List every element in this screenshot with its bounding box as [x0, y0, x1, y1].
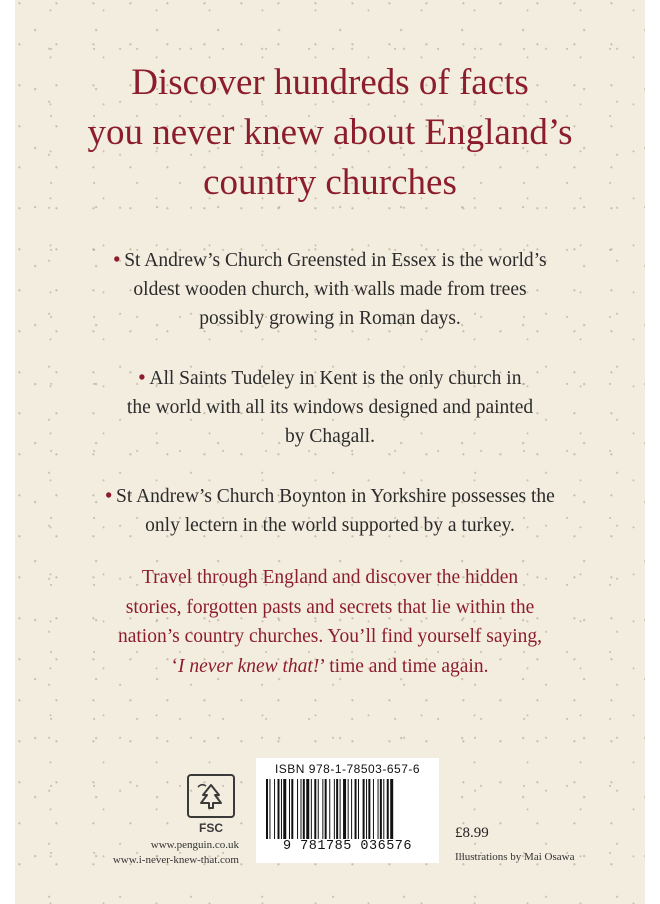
fact-text: All Saints Tudeley in Kent is the only church in	[149, 368, 522, 389]
barcode-digits: 9 781785 036576	[282, 839, 413, 854]
barcode-stripe	[303, 779, 305, 839]
barcode-stripe	[366, 779, 367, 839]
quote-open: ‘	[171, 655, 179, 677]
barcode-icon	[266, 779, 429, 839]
illustration-credit: Illustrations by Mai Osawa	[455, 851, 575, 863]
barcode-stripe	[318, 779, 319, 839]
barcode-stripe	[311, 779, 312, 839]
barcode-stripe	[351, 779, 352, 839]
barcode-stripe	[383, 779, 384, 839]
fact-line: by Chagall.	[285, 426, 375, 447]
barcode-stripe	[387, 779, 389, 839]
barcode-stripe	[329, 779, 330, 839]
barcode-stripe	[348, 779, 349, 839]
penguin-url[interactable]: www.penguin.co.uk	[150, 839, 239, 851]
barcode-stripe	[266, 779, 268, 839]
barcode-stripe	[274, 779, 275, 839]
barcode-stripe	[291, 779, 293, 839]
fact-item	[15, 364, 645, 451]
fact-line	[15, 246, 645, 275]
isbn-label: ISBN 978-1-78503-657-6	[274, 762, 421, 776]
fact-item	[15, 246, 645, 333]
barcode-stripe	[322, 779, 323, 839]
barcode-stripe	[297, 779, 298, 839]
book-site-url[interactable]: www.i-never-knew-that.com	[112, 854, 239, 866]
fact-line: possibly growing in Roman days.	[199, 308, 461, 329]
fact-line: oldest wooden church, with walls made from trees	[133, 279, 527, 300]
blurb	[15, 563, 645, 681]
fact-line	[15, 364, 645, 393]
barcode-stripe	[358, 779, 359, 839]
barcode-stripe	[289, 779, 290, 839]
bullet-icon: •	[138, 368, 146, 389]
barcode-stripe	[269, 779, 270, 839]
fact-line	[15, 482, 645, 511]
bullet-icon: •	[105, 486, 113, 507]
fact-line: only lectern in the world supported by a turkey.	[145, 515, 515, 536]
headline-line: country churches	[203, 162, 457, 203]
fact-text: St Andrew’s Church Boynton in Yorkshire possesses the	[116, 486, 555, 507]
fsc-tree-icon	[187, 774, 235, 818]
barcode-stripe	[278, 779, 280, 839]
quote-close: ’ time and time again.	[319, 655, 489, 677]
barcode-stripe	[343, 779, 346, 839]
barcode-stripe	[325, 779, 327, 839]
barcode-stripe	[283, 779, 286, 839]
barcode-stripe	[380, 779, 382, 839]
barcode-stripe	[378, 779, 379, 839]
barcode-stripe	[390, 779, 393, 839]
fact-text: St Andrew’s Church Greensted in Essex is the world’s	[124, 250, 547, 271]
barcode-panel	[256, 758, 439, 863]
website-links	[77, 838, 239, 868]
headline-line: you never knew about England’s	[87, 112, 573, 153]
blurb-line: nation’s country churches. You’ll find yourself saying,	[117, 626, 543, 647]
blurb-line: stories, forgotten pasts and secrets that lie within the	[125, 596, 535, 618]
barcode-stripe	[334, 779, 335, 839]
fsc-label: FSC	[199, 821, 223, 835]
barcode-stripe	[336, 779, 338, 839]
barcode-stripe	[340, 779, 341, 839]
barcode-stripe	[373, 779, 374, 839]
blurb-line	[15, 652, 645, 682]
barcode-stripe	[355, 779, 357, 839]
headline	[15, 58, 645, 208]
fact-item	[15, 482, 645, 540]
barcode-stripe	[363, 779, 365, 839]
barcode-stripe	[281, 779, 282, 839]
barcode-stripe	[314, 779, 316, 839]
barcode-stripe	[368, 779, 370, 839]
back-cover	[15, 0, 645, 904]
blurb-line: Travel through England and discover the hidden	[141, 567, 519, 588]
facts-list	[15, 246, 645, 571]
price: £8.99	[455, 825, 489, 841]
barcode-stripe	[306, 779, 309, 839]
fact-line: the world with all its windows designed and painted	[126, 397, 534, 418]
headline-line: Discover hundreds of facts	[131, 62, 529, 103]
quote-italic: I never knew that!	[178, 655, 320, 677]
barcode-stripe	[301, 779, 302, 839]
bullet-icon: •	[113, 250, 121, 271]
fsc-logo	[185, 774, 237, 835]
